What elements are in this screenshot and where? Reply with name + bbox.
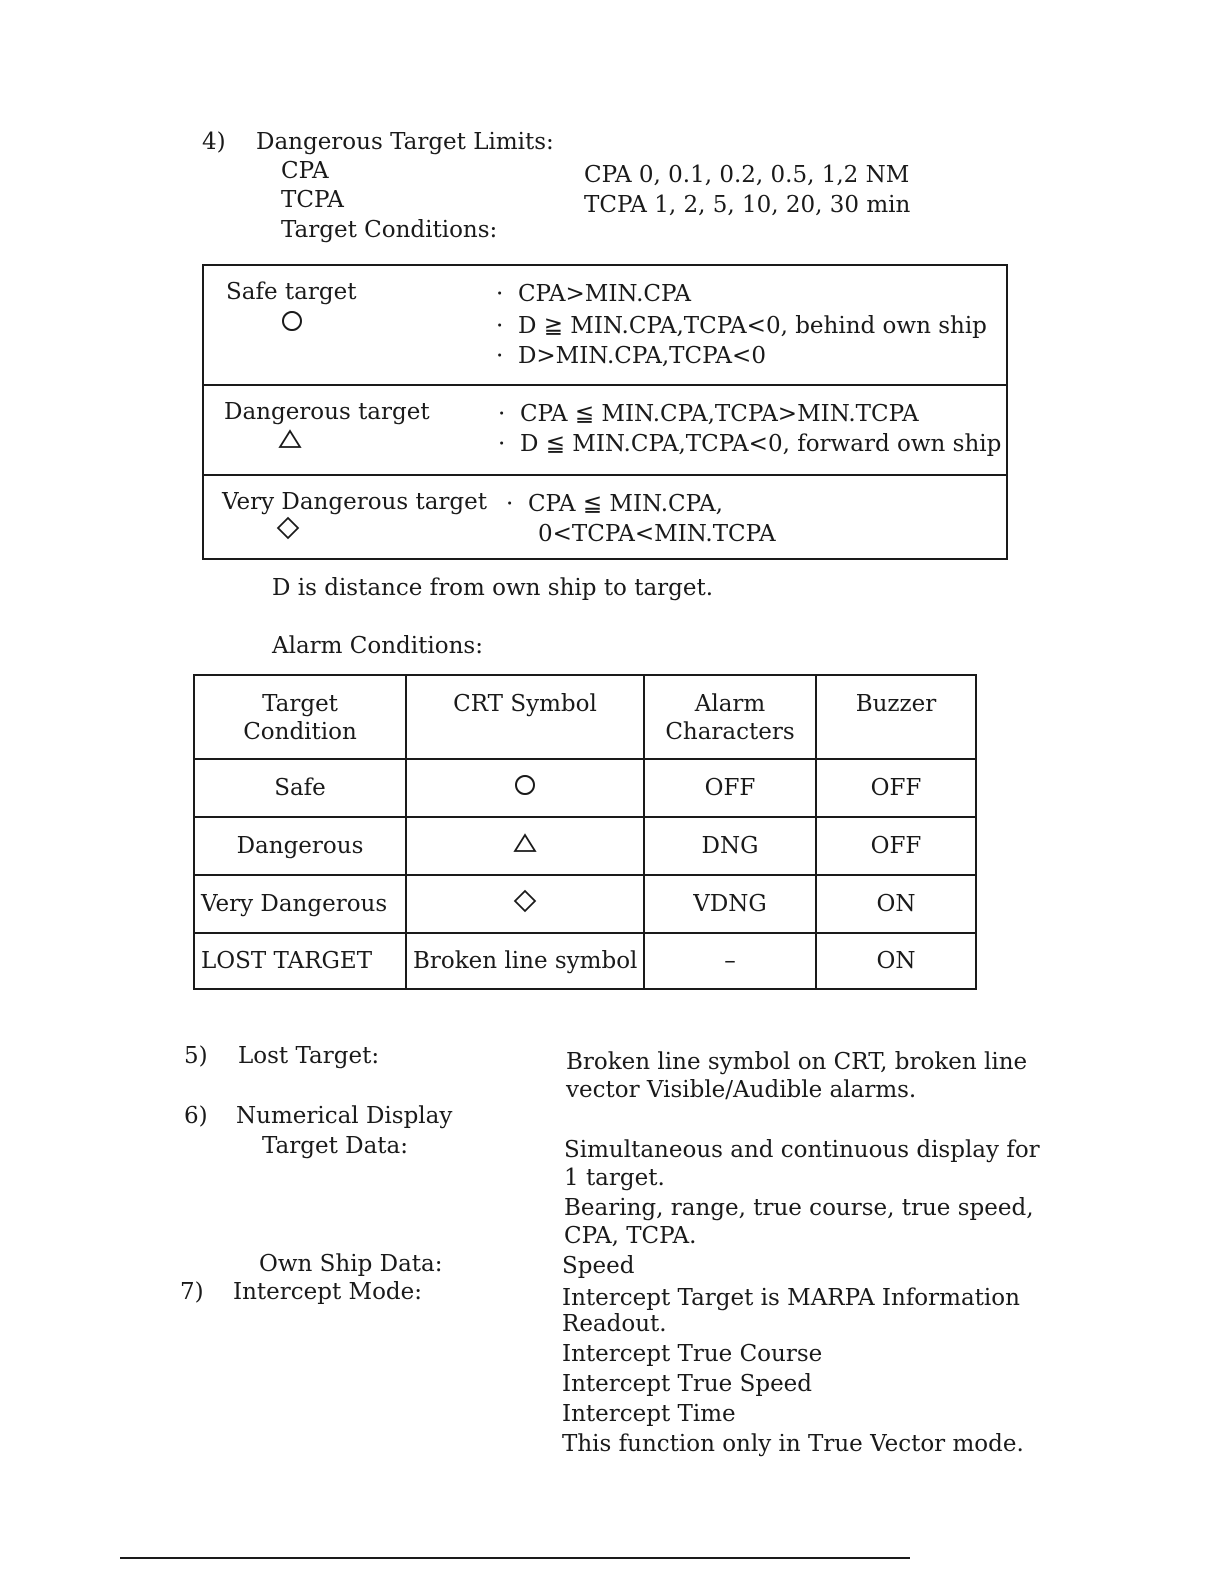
section-4-title: Dangerous Target Limits: [256, 129, 554, 155]
condition-text: 0<TCPA<MIN.TCPA [538, 521, 776, 547]
tcpa-label: TCPA [281, 187, 344, 213]
cell-buzzer: OFF [816, 817, 976, 875]
condition-text: D ≧ MIN.CPA,TCPA<0, behind own ship [517, 313, 987, 339]
condition-text: CPA ≦ MIN.CPA, [527, 491, 723, 517]
section-6-number: 6) [184, 1103, 208, 1129]
cell-symbol [406, 875, 644, 933]
diamond-icon [513, 889, 537, 913]
own-ship-value: Speed [562, 1253, 635, 1279]
cell-alarm: OFF [644, 759, 816, 817]
section-7-line: Intercept Time [562, 1401, 736, 1427]
circle-icon [282, 311, 302, 331]
target-conditions-label: Target Conditions: [281, 217, 498, 243]
target-condition-name: Very Dangerous target [222, 489, 488, 515]
cell-condition: LOST TARGET [194, 933, 406, 989]
target-condition-name: Safe target [226, 279, 357, 305]
table-row [194, 933, 976, 989]
section-5-label: Lost Target: [238, 1043, 380, 1069]
target-condition-row-very-dangerous: Very Dangerous target · CPA ≦ MIN.CPA, 0<TCPA<MIN.TCPA [222, 489, 776, 547]
section-6-sublabel: Target Data: [262, 1133, 409, 1159]
target-condition-name: Dangerous target [224, 399, 430, 425]
section-4-number: 4) [202, 129, 226, 155]
header-text: CRT Symbol [453, 691, 597, 717]
cell-buzzer: ON [816, 875, 976, 933]
diamond-icon [276, 516, 300, 540]
table-header-row [194, 675, 976, 759]
cell-condition: Safe [194, 759, 406, 817]
footer-rule [120, 1557, 910, 1559]
cell-alarm: VDNG [644, 875, 816, 933]
section-6-label: Numerical Display [236, 1103, 453, 1129]
cell-buzzer: ON [816, 933, 976, 989]
header-text: Buzzer [855, 691, 937, 717]
cell-symbol [406, 817, 644, 875]
cpa-label: CPA [281, 158, 329, 184]
section-6-line: Bearing, range, true course, true speed, [564, 1195, 1034, 1221]
header-alarm-characters [644, 675, 816, 759]
cpa-value: CPA 0, 0.1, 0.2, 0.5, 1,2 NM [584, 162, 910, 188]
header-buzzer [816, 675, 976, 759]
header-target-condition [194, 675, 406, 759]
section-7-number: 7) [180, 1279, 204, 1305]
target-condition-row-safe: Safe target · CPA>MIN.CPA · D ≧ MIN.CPA,TCPA<0, behind own ship · D>MIN.CPA,TCPA<0 [204, 266, 1006, 386]
condition-text: D>MIN.CPA,TCPA<0 [517, 343, 766, 369]
table-row [194, 817, 976, 875]
cell-symbol [406, 759, 644, 817]
table-row [194, 759, 976, 817]
header-text: Alarm [694, 691, 766, 717]
section-7-line: This function only in True Vector mode. [562, 1431, 1024, 1457]
cell-condition: Very Dangerous [194, 875, 406, 933]
tcpa-value: TCPA 1, 2, 5, 10, 20, 30 min [584, 192, 911, 218]
target-conditions-table [202, 264, 1008, 560]
section-5-number: 5) [184, 1043, 208, 1069]
section-5-line: vector Visible/Audible alarms. [566, 1077, 917, 1103]
cell-symbol-text: Broken line symbol [406, 933, 644, 989]
header-text: Condition [243, 719, 357, 745]
alarm-conditions-label: Alarm Conditions: [272, 633, 483, 659]
header-text: Characters [665, 719, 795, 745]
table-row [194, 875, 976, 933]
section-6-line: 1 target. [564, 1165, 665, 1191]
section-5-line: Broken line symbol on CRT, broken line [566, 1049, 1028, 1075]
own-ship-label: Own Ship Data: [259, 1251, 443, 1277]
section-7-label: Intercept Mode: [233, 1279, 422, 1305]
section-7-line: Intercept True Course [562, 1341, 823, 1367]
condition-text: CPA>MIN.CPA [517, 281, 691, 307]
condition-text: CPA ≦ MIN.CPA,TCPA>MIN.TCPA [519, 401, 919, 427]
section-7-line: Intercept True Speed [562, 1371, 813, 1397]
header-crt-symbol [406, 675, 644, 759]
header-text: Target [262, 691, 338, 717]
triangle-icon [278, 429, 302, 449]
condition-text: D ≦ MIN.CPA,TCPA<0, forward own ship [519, 431, 1002, 457]
section-6-line: CPA, TCPA. [564, 1223, 697, 1249]
section-7-line: Readout. [562, 1311, 667, 1337]
triangle-icon [513, 833, 537, 853]
d-note: D is distance from own ship to target. [272, 575, 714, 601]
alarm-conditions-table [193, 674, 977, 990]
section-7-line: Intercept Target is MARPA Information [562, 1285, 1020, 1311]
cell-buzzer: OFF [816, 759, 976, 817]
cell-alarm: – [644, 933, 816, 989]
target-condition-row-dangerous: Dangerous target · CPA ≦ MIN.CPA,TCPA>MIN.TCPA · D ≦ MIN.CPA,TCPA<0, forward own ship [204, 384, 1006, 476]
cell-alarm: DNG [644, 817, 816, 875]
section-6-line: Simultaneous and continuous display for [564, 1137, 1040, 1163]
cell-condition: Dangerous [194, 817, 406, 875]
circle-icon [515, 775, 535, 795]
